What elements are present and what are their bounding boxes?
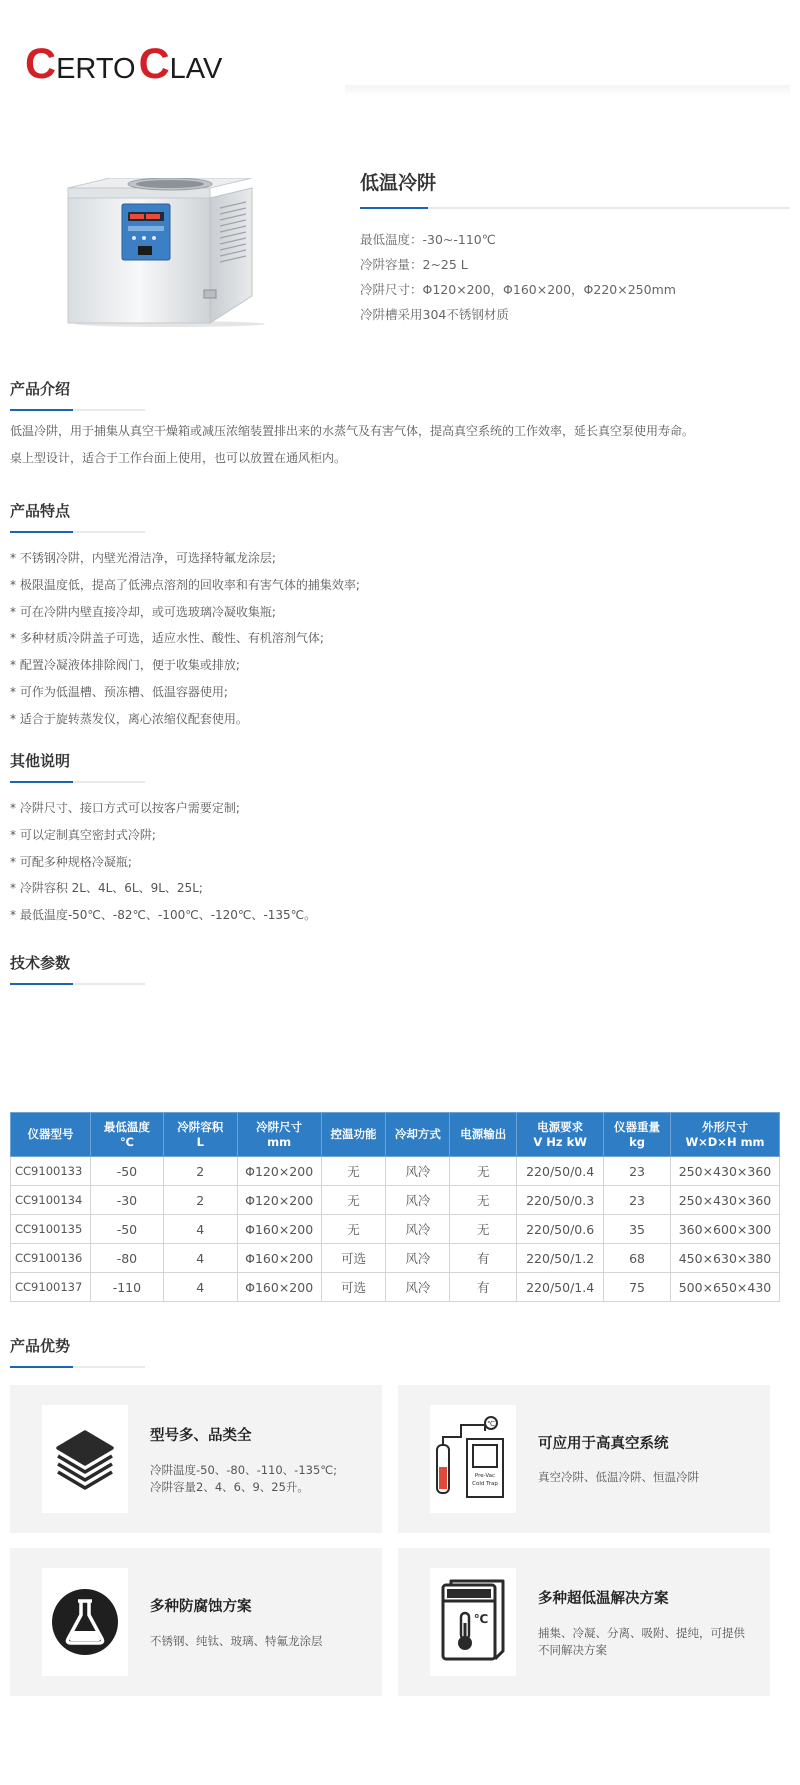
table-cell: 风冷: [386, 1186, 450, 1215]
section-advantages-heading: [10, 1335, 145, 1368]
table-cell: 无: [450, 1215, 517, 1244]
section-underline: [10, 781, 145, 783]
table-cell: 可选: [321, 1244, 386, 1273]
column-header: 冷阱容积 L: [163, 1113, 237, 1157]
table-cell: 220/50/0.4: [517, 1157, 604, 1186]
section-underline: [10, 531, 145, 533]
section-title: 产品特点: [10, 502, 71, 520]
flask-icon: [42, 1568, 128, 1676]
card-title: 多种防腐蚀方案: [150, 1599, 252, 1615]
intro-text: [10, 418, 790, 472]
list-item: * 可在冷阱内壁直接冷却，或可选玻璃冷凝收集瓶;: [10, 599, 790, 626]
section-features-heading: [10, 500, 145, 533]
table-cell: 无: [321, 1157, 386, 1186]
table-cell: 220/50/1.4: [517, 1273, 604, 1302]
list-item: * 极限温度低，提高了低沸点溶剂的回收率和有害气体的捕集效率;: [10, 572, 790, 599]
gauge-label: ℃: [487, 1420, 495, 1428]
logo-part: C: [25, 40, 57, 88]
table-row: [11, 1215, 780, 1244]
column-header: 电源要求 V Hz kW: [517, 1113, 604, 1157]
advantage-card: [398, 1385, 770, 1533]
table-row: [11, 1186, 780, 1215]
table-cell: 23: [604, 1186, 671, 1215]
title-underline: [360, 207, 790, 209]
table-cell: 风冷: [386, 1273, 450, 1302]
column-header: 控温功能: [321, 1113, 386, 1157]
table-cell: -50: [90, 1157, 163, 1186]
panel-label: Cold Trap: [472, 1481, 498, 1487]
advantage-card: [10, 1385, 382, 1533]
section-title: 其他说明: [10, 752, 71, 770]
advantage-card: [398, 1548, 770, 1696]
table-cell: 450×630×380: [670, 1244, 779, 1273]
card-description: 真空冷阱、低温冷阱、恒温冷阱: [538, 1470, 699, 1484]
panel-label: Pre-Vac: [474, 1473, 496, 1479]
notes-list: [10, 795, 790, 929]
list-item: * 配置冷凝液体排除阀门，便于收集或排放;: [10, 652, 790, 679]
section-tech-heading: [10, 952, 145, 985]
section-title: 技术参数: [10, 954, 71, 972]
column-header: 冷却方式: [386, 1113, 450, 1157]
logo-part: LAV: [169, 53, 223, 85]
table-cell: 可选: [321, 1273, 386, 1302]
table-cell: Φ160×200: [237, 1244, 321, 1273]
column-header: 仪器型号: [11, 1113, 91, 1157]
brand-logo[interactable]: [25, 40, 222, 90]
section-title: 产品介绍: [10, 380, 71, 398]
table-cell: CC9100133: [11, 1157, 91, 1186]
table-cell: 有: [450, 1244, 517, 1273]
product-title: 低温冷阱: [360, 172, 437, 194]
advantage-card: [10, 1548, 382, 1696]
column-header: 仪器重量 kg: [604, 1113, 671, 1157]
list-item: * 不锈钢冷阱，内壁光滑洁净，可选择特氟龙涂层;: [10, 545, 790, 572]
table-cell: -80: [90, 1244, 163, 1273]
logo-part: ERTO: [56, 53, 136, 85]
list-item: * 可配多种规格冷凝瓶;: [10, 849, 790, 876]
table-cell: Φ120×200: [237, 1186, 321, 1215]
table-cell: 250×430×360: [670, 1186, 779, 1215]
section-notes-heading: [10, 750, 145, 783]
card-title: 可应用于高真空系统: [538, 1436, 669, 1452]
layers-icon: [42, 1405, 128, 1513]
list-item: * 可以定制真空密封式冷阱;: [10, 822, 790, 849]
table-cell: 250×430×360: [670, 1157, 779, 1186]
table-cell: 75: [604, 1273, 671, 1302]
section-underline: [10, 409, 145, 411]
table-cell: 500×650×430: [670, 1273, 779, 1302]
table-cell: CC9100134: [11, 1186, 91, 1215]
spec-item: 最低温度：-30~-110℃: [360, 232, 496, 247]
card-description: 冷阱温度-50、-80、-110、-135℃; 冷阱容量2、4、6、9、25升。: [150, 1463, 338, 1494]
thermometer-box-icon: [430, 1568, 516, 1676]
table-cell: 23: [604, 1157, 671, 1186]
section-intro-heading: [10, 378, 145, 411]
table-cell: 2: [163, 1186, 237, 1215]
section-underline: [10, 983, 145, 985]
table-cell: 360×600×300: [670, 1215, 779, 1244]
product-image: [60, 178, 275, 328]
table-cell: 4: [163, 1244, 237, 1273]
list-item: * 冷阱尺寸、接口方式可以按客户需要定制;: [10, 795, 790, 822]
table-cell: 220/50/1.2: [517, 1244, 604, 1273]
column-header: 冷阱尺寸 mm: [237, 1113, 321, 1157]
column-header: 电源输出: [450, 1113, 517, 1157]
product-spec-list: [360, 227, 790, 327]
product-summary: [360, 168, 790, 327]
list-item: * 适合于旋转蒸发仪，离心浓缩仪配套使用。: [10, 706, 790, 733]
table-cell: 220/50/0.6: [517, 1215, 604, 1244]
column-header: 外形尺寸 W×D×H mm: [670, 1113, 779, 1157]
table-cell: -50: [90, 1215, 163, 1244]
table-cell: -30: [90, 1186, 163, 1215]
table-cell: 2: [163, 1157, 237, 1186]
header-divider: [345, 85, 790, 97]
section-underline: [10, 1366, 145, 1368]
vacuum-system-icon: [430, 1405, 516, 1513]
table-cell: 68: [604, 1244, 671, 1273]
table-cell: 风冷: [386, 1215, 450, 1244]
table-cell: Φ120×200: [237, 1157, 321, 1186]
column-header: 最低温度 ℃: [90, 1113, 163, 1157]
logo-part: C: [138, 40, 170, 88]
table-cell: 4: [163, 1215, 237, 1244]
table-cell: Φ160×200: [237, 1273, 321, 1302]
table-row: [11, 1157, 780, 1186]
spec-item: 冷阱容量：2~25 L: [360, 257, 468, 272]
table-row: [11, 1244, 780, 1273]
table-cell: 风冷: [386, 1244, 450, 1273]
list-item: * 多种材质冷阱盖子可选，适应水性、酸性、有机溶剂气体;: [10, 625, 790, 652]
table-cell: CC9100135: [11, 1215, 91, 1244]
table-cell: 35: [604, 1215, 671, 1244]
card-description: 不锈钢、纯钛、玻璃、特氟龙涂层: [150, 1634, 323, 1648]
spec-item: 冷阱尺寸：Φ120×200，Φ160×200，Φ220×250mm: [360, 282, 676, 297]
temperature-label: ℃: [473, 1612, 489, 1626]
list-item: * 最低温度-50℃、-82℃、-100℃、-120℃、-135℃。: [10, 902, 790, 929]
table-cell: 无: [450, 1186, 517, 1215]
table-cell: -110: [90, 1273, 163, 1302]
list-item: * 冷阱容积 2L、4L、6L、9L、25L;: [10, 875, 790, 902]
table-cell: CC9100137: [11, 1273, 91, 1302]
spec-item: 冷阱槽采用304不锈钢材质: [360, 307, 509, 322]
table-cell: Φ160×200: [237, 1215, 321, 1244]
table-cell: CC9100136: [11, 1244, 91, 1273]
intro-paragraph: 低温冷阱，用于捕集从真空干燥箱或减压浓缩装置排出来的水蒸气及有害气体，提高真空系统的工作效率，延长真空泵使用寿命。: [10, 424, 695, 438]
features-list: [10, 545, 790, 733]
table-cell: 无: [450, 1157, 517, 1186]
card-title: 多种超低温解决方案: [538, 1591, 669, 1607]
table-cell: 无: [321, 1186, 386, 1215]
table-header-row: [11, 1113, 780, 1157]
table-row: [11, 1273, 780, 1302]
section-title: 产品优势: [10, 1337, 71, 1355]
table-cell: 有: [450, 1273, 517, 1302]
table-cell: 无: [321, 1215, 386, 1244]
card-title: 型号多、品类全: [150, 1428, 252, 1444]
table-cell: 风冷: [386, 1157, 450, 1186]
list-item: * 可作为低温槽、预冻槽、低温容器使用;: [10, 679, 790, 706]
table-cell: 4: [163, 1273, 237, 1302]
spec-table: [10, 1112, 780, 1302]
card-description: 捕集、冷凝、分离、吸附、提纯，可提供不同解决方案: [538, 1626, 745, 1657]
table-cell: 220/50/0.3: [517, 1186, 604, 1215]
intro-paragraph: 桌上型设计，适合于工作台面上使用，也可以放置在通风柜内。: [10, 451, 347, 465]
